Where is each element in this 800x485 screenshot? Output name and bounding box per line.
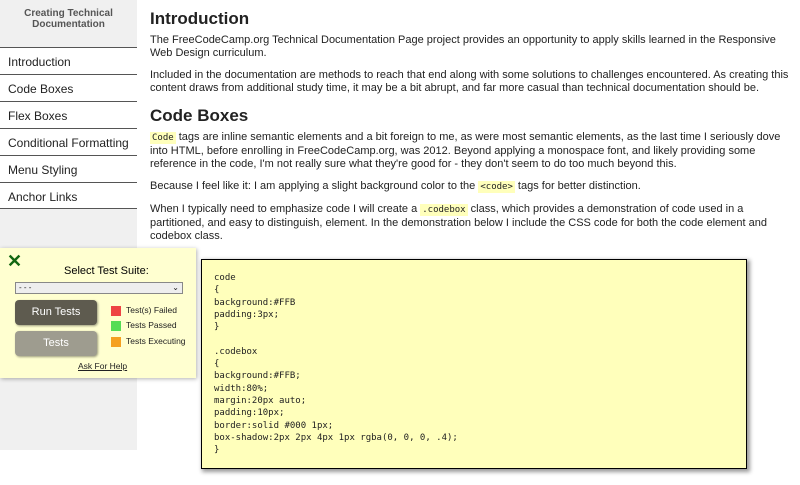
run-tests-button[interactable]: Run Tests <box>15 300 97 325</box>
text: Because I feel like it: I am applying a slight background color to the <box>150 180 479 192</box>
code-paragraph-3 <box>150 203 798 243</box>
sidebar-nav <box>0 0 137 450</box>
inline-code: .codebox <box>422 205 466 215</box>
nav-item-conditional-formatting[interactable]: Conditional Formatting <box>0 128 137 155</box>
failed-swatch <box>111 306 121 316</box>
section-heading-code-boxes: Code Boxes <box>150 106 249 125</box>
legend-passed <box>111 320 177 331</box>
legend-failed <box>111 305 177 316</box>
text: When I typically need to emphasize code I will create a <box>150 203 421 215</box>
codebox-example: code { background:#FFB padding:3px; } .codebox { background:#FFB; width:80%; margin:20px auto; padding:10px; border:solid #000 1px; box-shadow:2px 2px 4px 1px rgba(0, 0, 0, .4); } <box>201 259 747 469</box>
legend-label: Tests Passed <box>126 320 177 330</box>
suite-label: Select Test Suite: <box>64 265 149 277</box>
text: tags for better distinction. <box>514 180 641 192</box>
text: tags are inline semantic elements and a bit foreign to me, as were most semantic elements, as the last time I seriously dove into HTML, before enrolling in FreeCodeCamp.org, was 2012. Beyond applying a monospace font, and likely providing some reference in the code, I'm not really sure what they're good for - they don't seem to do too much beyond this. <box>150 131 781 170</box>
legend-label: Tests Executing <box>126 336 186 346</box>
legend-label: Test(s) Failed <box>126 305 178 315</box>
inline-code: Code <box>152 133 174 143</box>
inline-code: <code> <box>480 182 513 192</box>
legend-executing <box>111 336 186 347</box>
close-icon[interactable]: ✕ <box>7 251 23 271</box>
chevron-down-icon: ⌄ <box>172 283 179 292</box>
nav-item-introduction[interactable]: Introduction <box>0 47 137 74</box>
select-value: - - - <box>19 283 32 292</box>
nav-item-anchor-links[interactable]: Anchor Links <box>0 182 137 209</box>
passed-swatch <box>111 321 121 331</box>
tests-button[interactable]: Tests <box>15 331 97 356</box>
ask-for-help-link[interactable]: Ask For Help <box>78 361 128 371</box>
executing-swatch <box>111 337 121 347</box>
section-heading-introduction: Introduction <box>150 9 250 28</box>
code-paragraph-1 <box>150 131 798 171</box>
nav-item-code-boxes[interactable]: Code Boxes <box>0 74 137 101</box>
test-suite-panel <box>0 248 196 378</box>
code-paragraph-2 <box>150 180 798 194</box>
main-content <box>150 0 798 485</box>
intro-paragraph-2: Included in the documentation are methods to reach that end along with some solutions to challenges encountered. As creating this content draws from additional study time, it may be a bit abrupt, and far more casual than technical documentation should be. <box>150 69 789 94</box>
intro-paragraph-1: The FreeCodeCamp.org Technical Documentation Page project provides an opportunity to apply skills learned in the Responsive Web Design curriculum. <box>150 34 776 59</box>
text: class, which provides a demonstration of code used in a partitioned, and easy to distinguish, element. In the demonstration below I include the CSS code for both the code element and codebox class. <box>150 203 767 242</box>
test-suite-select[interactable] <box>15 282 183 294</box>
nav-item-menu-styling[interactable]: Menu Styling <box>0 155 137 182</box>
nav-title: Creating Technical Documentation <box>24 8 113 30</box>
nav-item-flex-boxes[interactable]: Flex Boxes <box>0 101 137 128</box>
